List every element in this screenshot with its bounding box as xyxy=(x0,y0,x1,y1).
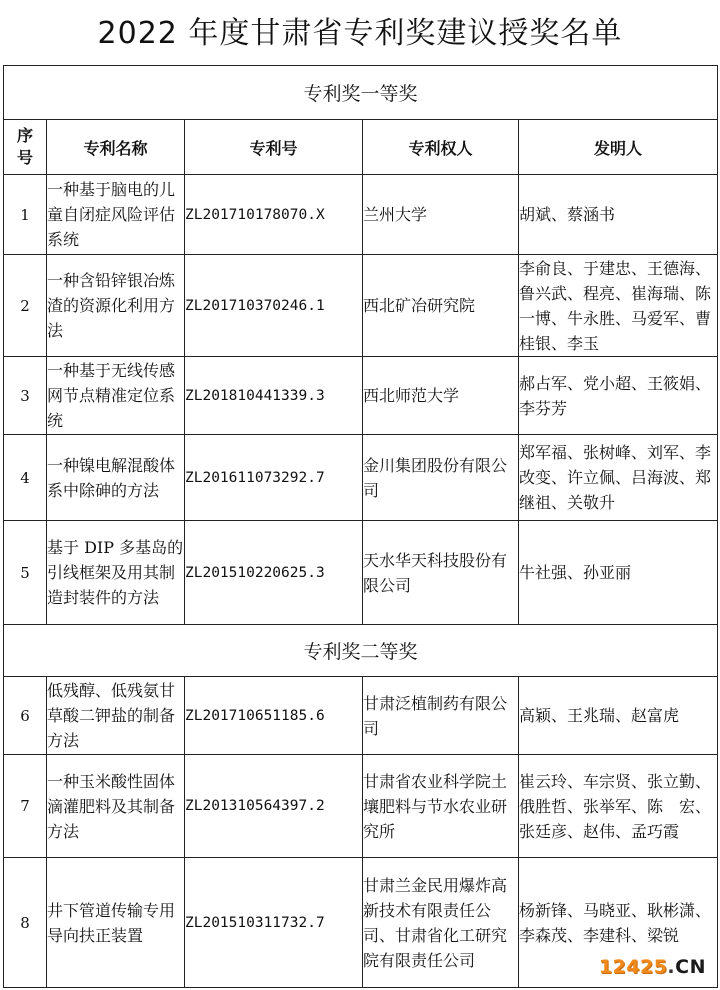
header-index: 序号 xyxy=(4,120,47,175)
patent-number: ZL201510220625.3 xyxy=(185,521,363,625)
watermark-digits: 12425 xyxy=(598,956,668,978)
row-index: 4 xyxy=(4,435,47,521)
header-name: 专利名称 xyxy=(47,120,185,175)
section-row-second-prize xyxy=(4,625,718,677)
header-inventors: 发明人 xyxy=(519,120,718,175)
row-index: 1 xyxy=(4,175,47,255)
section-label: 专利奖一等奖 xyxy=(4,66,718,120)
patent-number: ZL201611073292.7 xyxy=(185,435,363,521)
patent-number: ZL201710370246.1 xyxy=(185,255,363,357)
patent-owner: 金川集团股份有限公司 xyxy=(363,435,519,521)
patent-owner: 甘肃省农业科学院土壤肥料与节水农业研究所 xyxy=(363,755,519,858)
section-label: 专利奖二等奖 xyxy=(4,625,718,677)
patent-owner: 西北矿冶研究院 xyxy=(363,255,519,357)
row-index: 7 xyxy=(4,755,47,858)
inventors: 牛社强、孙亚丽 xyxy=(519,521,718,625)
patent-number: ZL201710651185.6 xyxy=(185,677,363,755)
patent-name: 一种玉米酸性固体滴灌肥料及其制备方法 xyxy=(47,755,185,858)
row-index: 2 xyxy=(4,255,47,357)
watermark-tld: CN xyxy=(675,956,706,978)
inventors: 李俞良、于建忠、王德海、鲁兴武、程亮、崔海瑞、陈一博、牛永胜、马爱军、曹桂银、李玉 xyxy=(519,255,718,357)
inventors: 郝占军、党小超、王筱娟、李芬芳 xyxy=(519,357,718,435)
patent-owner: 西北师范大学 xyxy=(363,357,519,435)
patent-number: ZL201310564397.2 xyxy=(185,755,363,858)
header-owner: 专利权人 xyxy=(363,120,519,175)
row-index: 5 xyxy=(4,521,47,625)
patent-owner: 甘肃兰金民用爆炸高新技术有限责任公司、甘肃省化工研究院有限责任公司 xyxy=(363,858,519,988)
table-row xyxy=(4,677,718,755)
section-row-first-prize xyxy=(4,66,718,120)
patent-number: ZL201710178070.X xyxy=(185,175,363,255)
row-index: 3 xyxy=(4,357,47,435)
site-watermark-logo xyxy=(599,956,706,978)
patent-number: ZL201510311732.7 xyxy=(185,858,363,988)
inventors: 胡斌、蔡涵书 xyxy=(519,175,718,255)
inventors: 郑军福、张树峰、刘军、李改变、许立佩、吕海波、郑继祖、关敬升 xyxy=(519,435,718,521)
award-table xyxy=(3,65,718,988)
patent-number: ZL201810441339.3 xyxy=(185,357,363,435)
patent-name: 基于 DIP 多基岛的引线框架及用其制造封装件的方法 xyxy=(47,521,185,625)
table-row xyxy=(4,521,718,625)
patent-name: 一种镍电解混酸体系中除砷的方法 xyxy=(47,435,185,521)
patent-name: 一种含铅锌银冶炼渣的资源化利用方法 xyxy=(47,255,185,357)
header-number: 专利号 xyxy=(185,120,363,175)
page-title: 2022 年度甘肃省专利奖建议授奖名单 xyxy=(97,16,623,51)
table-row xyxy=(4,255,718,357)
table-row xyxy=(4,435,718,521)
patent-owner: 兰州大学 xyxy=(363,175,519,255)
row-index: 6 xyxy=(4,677,47,755)
table-row xyxy=(4,755,718,858)
header-row xyxy=(4,120,718,175)
patent-name: 低残醇、低残氨甘草酸二钾盐的制备方法 xyxy=(47,677,185,755)
inventors: 高颖、王兆瑞、赵富虎 xyxy=(519,677,718,755)
patent-name: 一种基于脑电的儿童自闭症风险评估系统 xyxy=(47,175,185,255)
patent-name: 井下管道传输专用导向扶正装置 xyxy=(47,858,185,988)
patent-name: 一种基于无线传感网节点精准定位系统 xyxy=(47,357,185,435)
patent-owner: 天水华天科技股份有限公司 xyxy=(363,521,519,625)
table-row xyxy=(4,175,718,255)
table-row xyxy=(4,357,718,435)
inventors: 杨新锋、马晓亚、耿彬潇、李森茂、李建科、梁锐 xyxy=(519,858,718,988)
watermark-dot: . xyxy=(667,956,676,978)
patent-owner: 甘肃泛植制药有限公司 xyxy=(363,677,519,755)
row-index: 8 xyxy=(4,858,47,988)
inventors: 崔云玲、车宗贤、张立勤、俄胜哲、张举军、陈 宏、张廷彦、赵伟、孟巧霞 xyxy=(519,755,718,858)
